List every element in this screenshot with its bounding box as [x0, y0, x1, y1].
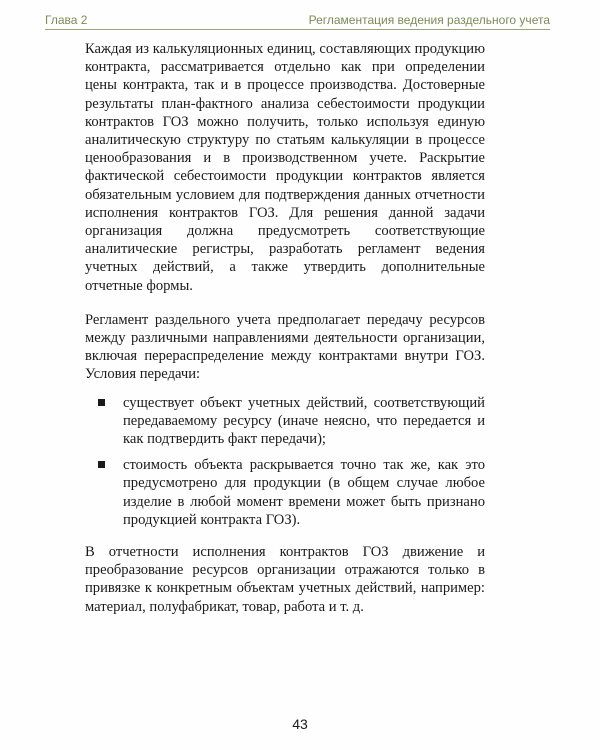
transfer-conditions-list: [85, 394, 485, 529]
paragraph-separate-accounting: Регламент раздельного учета предполагает передачу ресурсов между различными направлениями деятельности организации, включая перераспределение между контрактами внутри ГОЗ. Условия передачи:: [85, 311, 485, 383]
list-item: [85, 456, 485, 529]
running-header: [45, 8, 550, 30]
header-rule: [45, 29, 550, 30]
page-content: [85, 40, 485, 632]
paragraph-calculation-units: Каждая из калькуляционных единиц, составляющих продукцию контракта, рассматривается отдельно как при определении цены контракта, так и в процессе производства. Достоверные результаты план-фактного анализа себестоимости продукции контрактов ГОЗ можно получить, только используя единую аналитическую структуру по статьям калькуляции в процессе ценообразования и в производственном учете. Раскрытие фактической себестоимости продукции контрактов является обязательным условием для подтверждения данных отчетности исполнения контрактов ГОЗ. Для решения данной задачи организация должна предусмотреть соответствующие аналитические регистры, разработать регламент ведения учетных действий, а также утвердить дополнительные отчетные формы.: [85, 41, 485, 294]
paragraph-reporting: В отчетности исполнения контрактов ГОЗ движение и преобразование ресурсов организации отражаются только в привязке к конкретным объектам учетных действий, например: материал, полуфабрикат, товар, работа и т. д.: [85, 544, 485, 615]
list-item-text: стоимость объекта раскрывается точно так же, как это предусмотрено для продукции (в общем случае любое изделие в любой момент времени может быть признано продукцией контракта ГОЗ).: [123, 457, 485, 528]
section-title: Регламентация ведения раздельного учета: [308, 13, 550, 27]
chapter-label: Глава 2: [45, 13, 88, 27]
list-item: [85, 394, 485, 449]
square-bullet-icon: [98, 461, 105, 468]
square-bullet-icon: [98, 399, 105, 406]
page-number: 43: [292, 716, 308, 732]
list-item-text: существует объект учетных действий, соответствующий передаваемому ресурсу (иначе неясно, что передается и как подтвердить факт передачи);: [123, 394, 485, 448]
